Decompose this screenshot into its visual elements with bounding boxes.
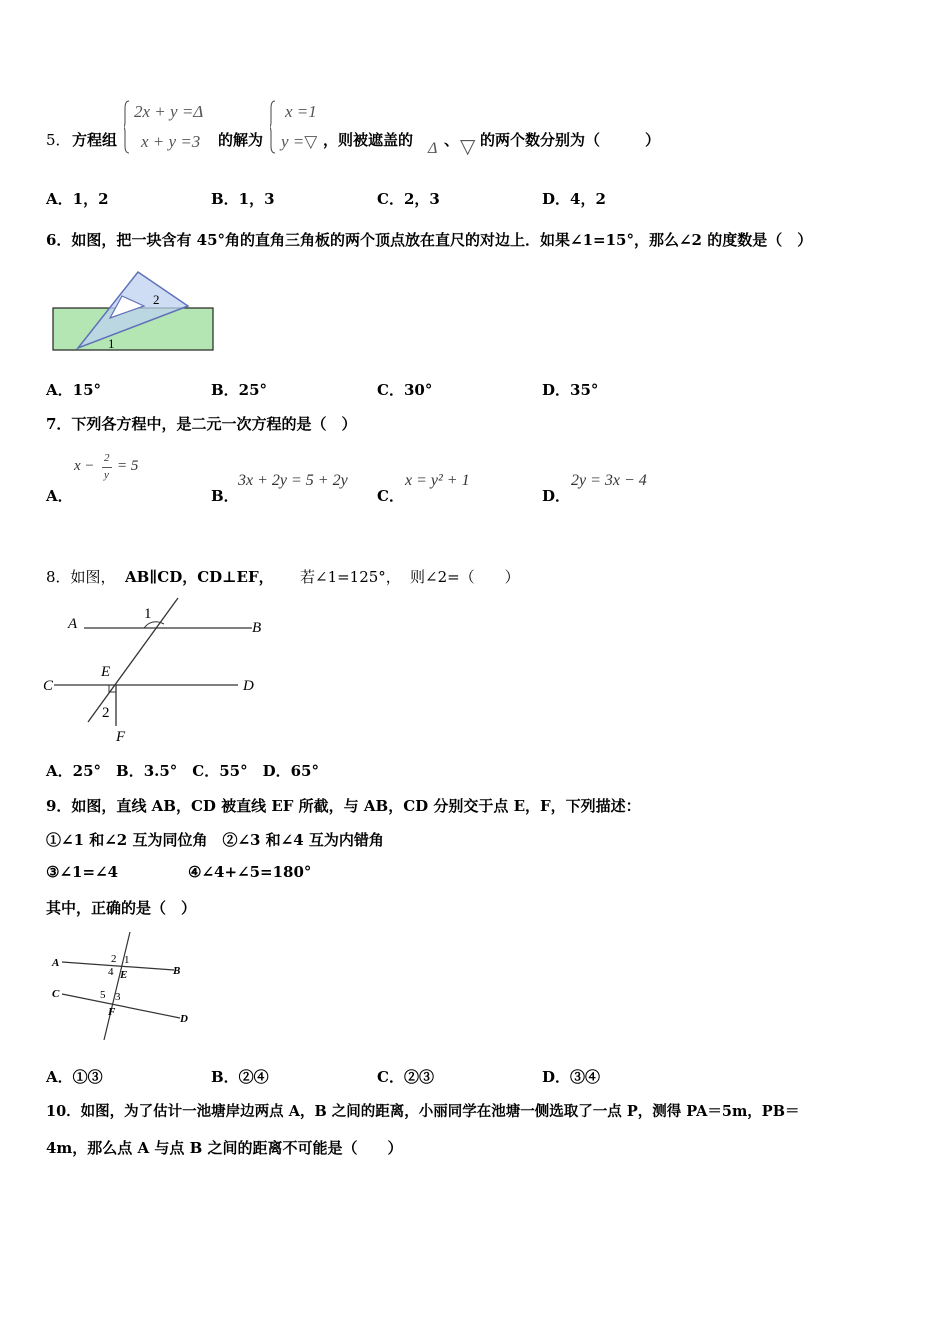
point-b-label: B [252, 620, 262, 636]
q7-option-c-label[interactable]: C． [377, 487, 404, 505]
q5-mid: 的解为 [218, 131, 264, 149]
angle-5-label: 5 [100, 989, 106, 1001]
point-f-label: F [108, 1006, 116, 1018]
q6-option-d[interactable]: D．35° [542, 381, 599, 399]
q5-separator: 、 [444, 131, 460, 149]
q8-figure-parallel-lines [40, 594, 270, 746]
q5-option-d[interactable]: D．4，2 [542, 190, 606, 208]
q10-line-1: 10．如图，为了估计一池塘岸边两点 A，B 之间的距离，小丽同学在池塘一侧选取了一点 P，测得 PA＝5m，PB＝ [46, 1103, 800, 1120]
angle-1-label: 1 [124, 954, 130, 966]
q8-options[interactable]: A．25° B．3.5° C．55° D．65° [46, 762, 319, 780]
q9-option-c[interactable]: C．②③ [377, 1068, 434, 1086]
point-d-label: D [243, 678, 254, 694]
q5-option-b[interactable]: B．1，3 [211, 190, 275, 208]
q7-option-d-label[interactable]: D． [542, 487, 571, 505]
q7-expr-a-left: x − [74, 458, 95, 474]
q5-system1-eq2: x + y =3 [141, 132, 201, 151]
triangle-symbol: Δ [428, 140, 438, 157]
q7-expr-a-numerator: 2 [104, 452, 110, 464]
q7-option-a-label[interactable]: A． [46, 487, 73, 505]
point-b-label: B [173, 965, 181, 977]
q7-stem: 7．下列各方程中，是二元一次方程的是（ ） [46, 415, 357, 433]
angle-4-label: 4 [108, 966, 114, 978]
q6-option-a[interactable]: A．15° [46, 381, 102, 399]
q7-expr-a-right: = 5 [117, 458, 139, 474]
q7-expr-d: 2y = 3x − 4 [571, 472, 647, 489]
q8-number: 8．如图， [46, 568, 116, 586]
angle-2-label: 2 [102, 705, 110, 721]
q7-expr-a-denominator: y [104, 469, 109, 481]
fraction-bar [102, 467, 112, 468]
left-brace-icon [270, 100, 276, 154]
q9-ask: 其中，正确的是（ ） [46, 899, 197, 917]
q5-tail2: 的两个数分别为（ ） [480, 131, 661, 149]
q5-option-c[interactable]: C．2，3 [377, 190, 440, 208]
q10-line-2: 4m，那么点 A 与点 B 之间的距离不可能是（ ） [46, 1139, 403, 1157]
q6-figure-ruler-triangle [50, 268, 218, 356]
q6-option-c[interactable]: C．30° [377, 381, 433, 399]
q7-expr-c: x = y² + 1 [405, 472, 470, 489]
angle-1-label: 1 [144, 606, 152, 622]
line-ef [104, 932, 130, 1040]
q6-option-b[interactable]: B．25° [211, 381, 268, 399]
line-cd [62, 994, 180, 1018]
transversal-line [88, 598, 178, 722]
point-c-label: C [43, 678, 54, 694]
q5-system2-eq1: x =1 [285, 102, 317, 121]
point-f-label: F [116, 729, 126, 745]
point-d-label: D [180, 1013, 188, 1025]
angle-2-label: 2 [111, 953, 117, 965]
q6-stem: 6．如图，把一块含有 45°角的直角三角板的两个顶点放在直尺的对边上．如果∠1=15°，那么∠2 的度数是（ ） [46, 231, 813, 249]
q9-option-d[interactable]: D．③④ [542, 1068, 601, 1086]
q8-condition: AB∥CD，CD⊥EF， [125, 568, 274, 586]
nabla-symbol: ▽ [460, 136, 476, 158]
q9-figure-transversal [44, 926, 204, 1046]
q9-statement-1-2: ①∠1 和∠2 互为同位角 ②∠3 和∠4 互为内错角 [46, 831, 384, 849]
q8-ask: 则∠2=（ ） [410, 568, 520, 586]
point-c-label: C [52, 988, 60, 1000]
point-e-label: E [101, 664, 111, 680]
point-e-label: E [120, 969, 128, 981]
q5-tail1: ，则被遮盖的 [323, 131, 414, 149]
angle-3-label: 3 [115, 991, 121, 1003]
q5-option-a[interactable]: A．1，2 [46, 190, 109, 208]
angle-1-label: 1 [108, 336, 115, 351]
q7-option-b-label[interactable]: B． [211, 487, 239, 505]
angle-2-label: 2 [153, 292, 160, 307]
left-brace-icon [124, 100, 130, 154]
q8-given: 若∠1=125°， [300, 568, 401, 586]
point-a-label: A [68, 616, 78, 632]
q7-expr-b: 3x + 2y = 5 + 2y [238, 472, 348, 489]
q9-statement-3: ③∠1=∠4 [46, 863, 119, 881]
q9-stem: 9．如图，直线 AB，CD 被直线 EF 所截，与 AB，CD 分别交于点 E，F，下列描述： [46, 797, 641, 815]
q5-number: 5． [46, 131, 71, 149]
q9-option-b[interactable]: B．②④ [211, 1068, 269, 1086]
q9-statement-4: ④∠4+∠5=180° [188, 863, 312, 881]
line-ab [62, 962, 174, 970]
q5-system2-eq2: y =▽ [281, 132, 318, 151]
q5-lead: 方程组 [72, 131, 118, 149]
q9-option-a[interactable]: A．①③ [46, 1068, 103, 1086]
angle-1-arc [144, 622, 164, 628]
q5-system1-eq1: 2x + y =Δ [134, 102, 204, 121]
point-a-label: A [52, 957, 60, 969]
